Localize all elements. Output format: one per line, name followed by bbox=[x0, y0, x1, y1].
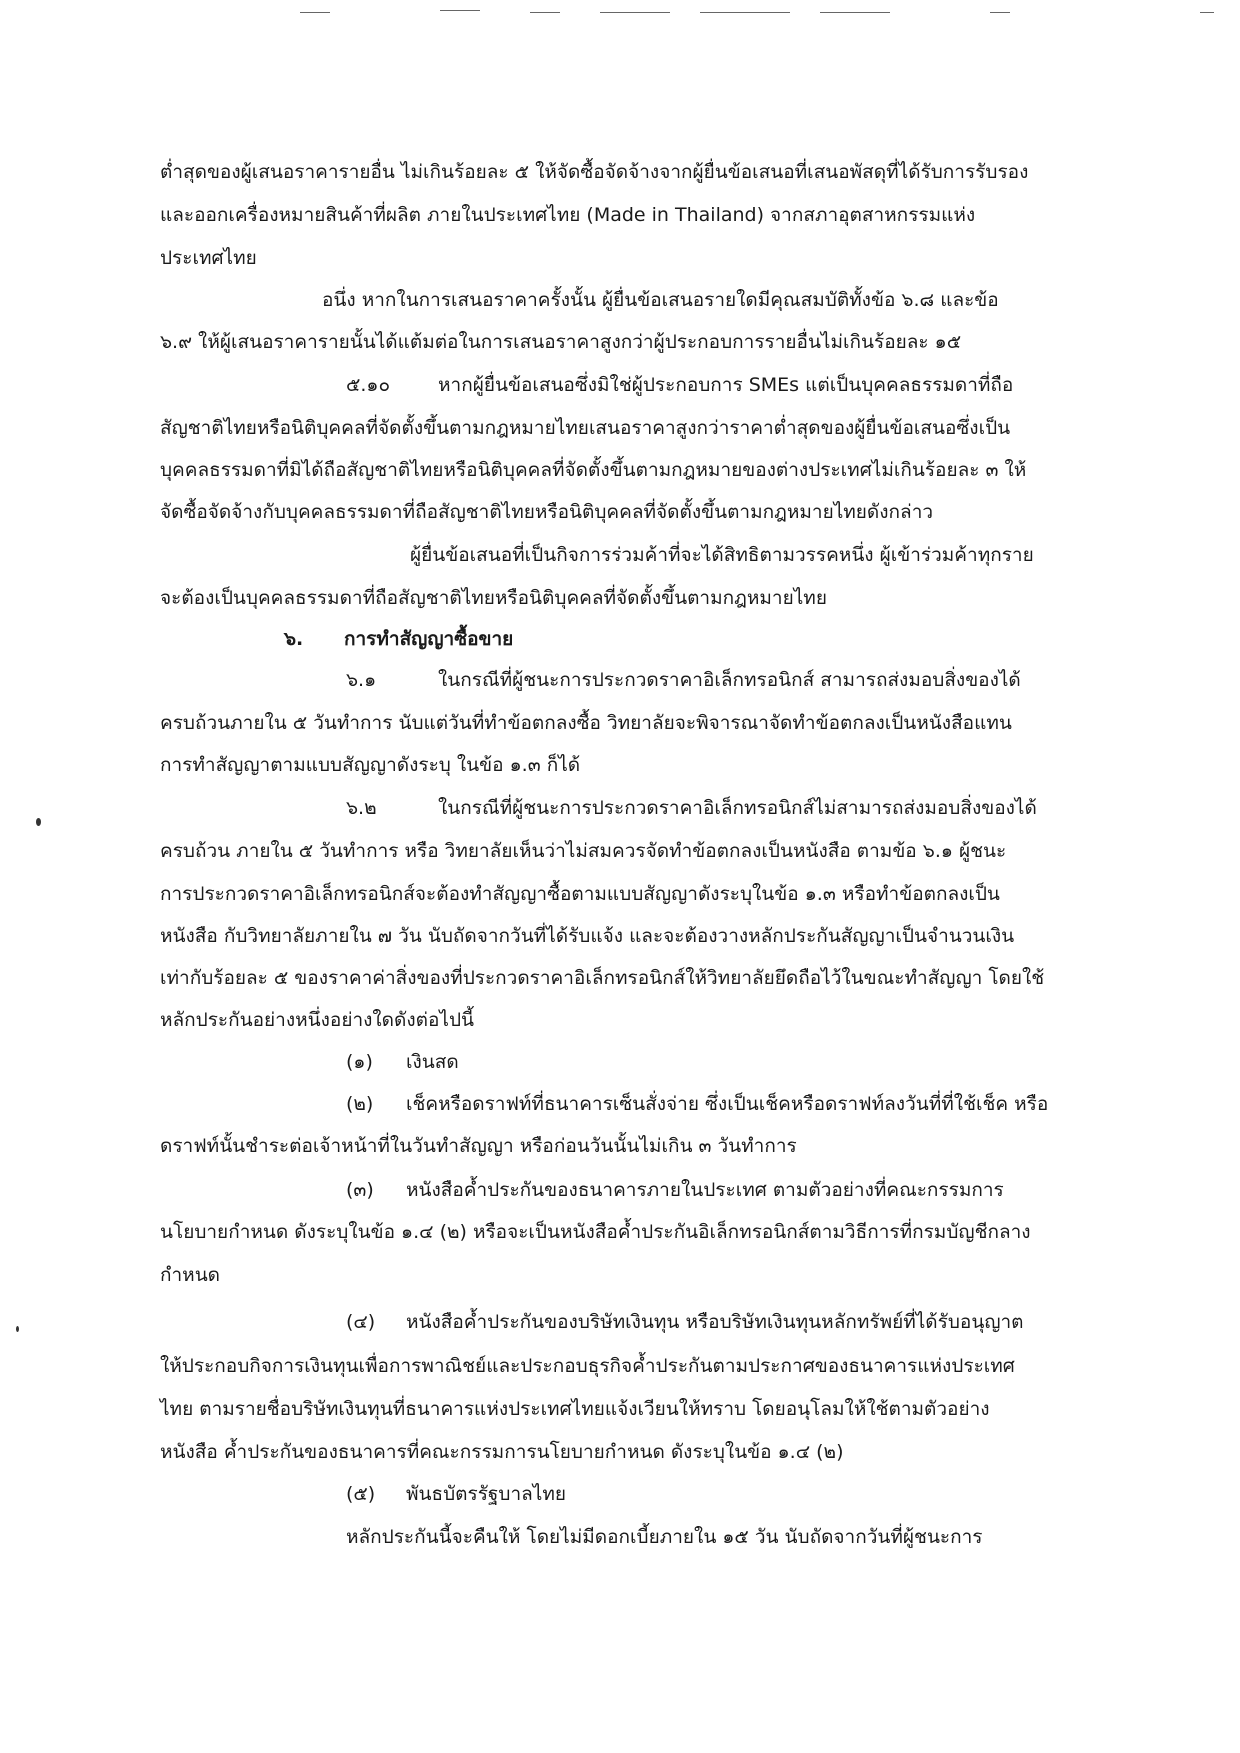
text-line: ๖.๙ ให้ผู้เสนอราคารายนั้นได้แต้มต่อในการเสนอราคาสูงกว่าผู้ประกอบการรายอื่นไม่เกินร้อยละ ๑๕ bbox=[160, 331, 962, 353]
text-line: พันธบัตรรัฐบาลไทย bbox=[406, 1483, 566, 1505]
item-3 bbox=[346, 1178, 1004, 1202]
clause-5-10 bbox=[346, 373, 1013, 397]
text-line: หนังสือ กับวิทยาลัยภายใน ๗ วัน นับถัดจากวันที่ได้รับแจ้ง และจะต้องวางหลักประกันสัญญาเป็นจำนวนเงิน bbox=[160, 925, 1015, 947]
item-number: (๑) bbox=[346, 1051, 373, 1073]
text-line: เงินสด bbox=[406, 1051, 459, 1073]
text-line: และออกเครื่องหมายสินค้าที่ผลิต ภายในประเทศไทย (Made in Thailand) จากสภาอุตสาหกรรมแห่ง bbox=[160, 204, 976, 226]
scan-mark bbox=[990, 12, 1010, 13]
text-line: กำหนด bbox=[160, 1264, 221, 1286]
scan-mark bbox=[300, 12, 330, 13]
clause-6-2 bbox=[346, 796, 1037, 820]
text-line: ในกรณีที่ผู้ชนะการประกวดราคาอิเล็กทรอนิกส์ไม่สามารถส่งมอบสิ่งของได้ bbox=[438, 797, 1037, 819]
text-line: จัดซื้อจัดจ้างกับบุคคลธรรมดาที่ถือสัญชาติไทยหรือนิติบุคคลที่จัดตั้งขึ้นตามกฎหมายไทยดังกล่าว bbox=[160, 501, 934, 523]
item-number: (๓) bbox=[346, 1179, 374, 1201]
item-number: (๕) bbox=[346, 1483, 376, 1505]
text-line: หลักประกันนี้จะคืนให้ โดยไม่มีดอกเบี้ยภายใน ๑๕ วัน นับถัดจากวันที่ผู้ชนะการ bbox=[346, 1526, 983, 1548]
text-line: ให้ประกอบกิจการเงินทุนเพื่อการพาณิชย์และประกอบธุรกิจค้ำประกันตามประกาศของธนาคารแห่งประเทศ bbox=[160, 1355, 1015, 1377]
clause-number: ๖.๒ bbox=[346, 797, 377, 819]
section-heading bbox=[284, 627, 513, 651]
text-line: ดราฟท์นั้นชำระต่อเจ้าหน้าที่ในวันทำสัญญา หรือก่อนวันนั้นไม่เกิน ๓ วันทำการ bbox=[160, 1135, 797, 1157]
text-line: อนึ่ง หากในการเสนอราคาครั้งนั้น ผู้ยื่นข้อเสนอรายใดมีคุณสมบัติทั้งข้อ ๖.๘ และข้อ bbox=[322, 289, 999, 311]
text-line: ครบถ้วนภายใน ๕ วันทำการ นับแต่วันที่ทำข้อตกลงซื้อ วิทยาลัยจะพิจารณาจัดทำข้อตกลงเป็นหนังสือแทน bbox=[160, 712, 1012, 734]
scan-speck bbox=[16, 1326, 19, 1332]
scan-mark bbox=[1200, 12, 1214, 13]
text-line: นโยบายกำหนด ดังระบุในข้อ ๑.๔ (๒) หรือจะเป็นหนังสือค้ำประกันอิเล็กทรอนิกส์ตามวิธีการที่กรมบัญชีกลาง bbox=[160, 1221, 1031, 1243]
scan-mark bbox=[530, 12, 560, 13]
clause-number: ๖.๑ bbox=[346, 669, 377, 691]
item-number: (๔) bbox=[346, 1311, 376, 1333]
text-line: ไทย ตามรายชื่อบริษัทเงินทุนที่ธนาคารแห่งประเทศไทยแจ้งเวียนให้ทราบ โดยอนุโลมให้ใช้ตามตัวอย่าง bbox=[160, 1398, 990, 1420]
text-line: การทำสัญญาตามแบบสัญญาดังระบุ ในข้อ ๑.๓ ก็ได้ bbox=[160, 754, 581, 776]
item-number: (๒) bbox=[346, 1093, 374, 1115]
section-title: การทำสัญญาซื้อขาย bbox=[344, 628, 514, 650]
text-line: หนังสือค้ำประกันของธนาคารภายในประเทศ ตามตัวอย่างที่คณะกรรมการ bbox=[406, 1179, 1004, 1201]
scan-mark bbox=[600, 12, 670, 13]
scan-mark bbox=[440, 10, 480, 11]
text-line: จะต้องเป็นบุคคลธรรมดาที่ถือสัญชาติไทยหรือนิติบุคคลที่จัดตั้งขึ้นตามกฎหมายไทย bbox=[160, 587, 827, 609]
text-line: สัญชาติไทยหรือนิติบุคคลที่จัดตั้งขึ้นตามกฎหมายไทยเสนอราคาสูงกว่าราคาต่ำสุดของผู้ยื่นข้อเสนอซึ่งเป็น bbox=[160, 417, 1011, 439]
text-line: การประกวดราคาอิเล็กทรอนิกส์จะต้องทำสัญญาซื้อตามแบบสัญญาดังระบุในข้อ ๑.๓ หรือทำข้อตกลงเป็น bbox=[160, 883, 1000, 905]
item-4 bbox=[346, 1310, 1024, 1334]
item-5 bbox=[346, 1482, 566, 1506]
text-line: ประเทศไทย bbox=[160, 247, 257, 269]
text-line: เท่ากับร้อยละ ๕ ของราคาค่าสิ่งของที่ประกวดราคาอิเล็กทรอนิกส์ให้วิทยาลัยยึดถือไว้ในขณะทำสัญญา โดยใช้ bbox=[160, 967, 1045, 989]
text-line: ต่ำสุดของผู้เสนอราคารายอื่น ไม่เกินร้อยละ ๕ ให้จัดซื้อจัดจ้างจากผู้ยื่นข้อเสนอที่เสนอพัสดุที่ได้รับการรับรอง bbox=[160, 161, 1029, 183]
scan-mark bbox=[820, 12, 890, 13]
item-2 bbox=[346, 1092, 1048, 1116]
text-line: ในกรณีที่ผู้ชนะการประกวดราคาอิเล็กทรอนิกส์ สามารถส่งมอบสิ่งของได้ bbox=[438, 669, 1021, 691]
scan-mark bbox=[700, 12, 790, 13]
text-line: หนังสือ ค้ำประกันของธนาคารที่คณะกรรมการนโยบายกำหนด ดังระบุในข้อ ๑.๔ (๒) bbox=[160, 1441, 844, 1463]
text-line: เช็คหรือดราฟท์ที่ธนาคารเซ็นสั่งจ่าย ซึ่งเป็นเช็คหรือดราฟท์ลงวันที่ที่ใช้เช็ค หรือ bbox=[406, 1093, 1049, 1115]
clause-6-1 bbox=[346, 668, 1021, 692]
text-line: หลักประกันอย่างหนึ่งอย่างใดดังต่อไปนี้ bbox=[160, 1009, 474, 1031]
text-line: ผู้ยื่นข้อเสนอที่เป็นกิจการร่วมค้าที่จะได้สิทธิตามวรรคหนึ่ง ผู้เข้าร่วมค้าทุกราย bbox=[410, 544, 1034, 566]
text-line: ครบถ้วน ภายใน ๕ วันทำการ หรือ วิทยาลัยเห็นว่าไม่สมควรจัดทำข้อตกลงเป็นหนังสือ ตามข้อ ๖.๑ ผู้ชนะ bbox=[160, 840, 1007, 862]
section-number: ๖. bbox=[284, 628, 304, 650]
item-1 bbox=[346, 1050, 459, 1074]
text-line: หนังสือค้ำประกันของบริษัทเงินทุน หรือบริษัทเงินทุนหลักทรัพย์ที่ได้รับอนุญาต bbox=[406, 1311, 1024, 1333]
text-line: บุคคลธรรมดาที่มิได้ถือสัญชาติไทยหรือนิติบุคคลที่จัดตั้งขึ้นตามกฎหมายของต่างประเทศไม่เกินร้อยละ ๓ ให้ bbox=[160, 459, 1027, 481]
text-line: หากผู้ยื่นข้อเสนอซึ่งมิใช่ผู้ประกอบการ SMEs แต่เป็นบุคคลธรรมดาที่ถือ bbox=[438, 374, 1014, 396]
clause-number: ๕.๑๐ bbox=[346, 374, 391, 396]
scan-speck bbox=[36, 818, 41, 826]
